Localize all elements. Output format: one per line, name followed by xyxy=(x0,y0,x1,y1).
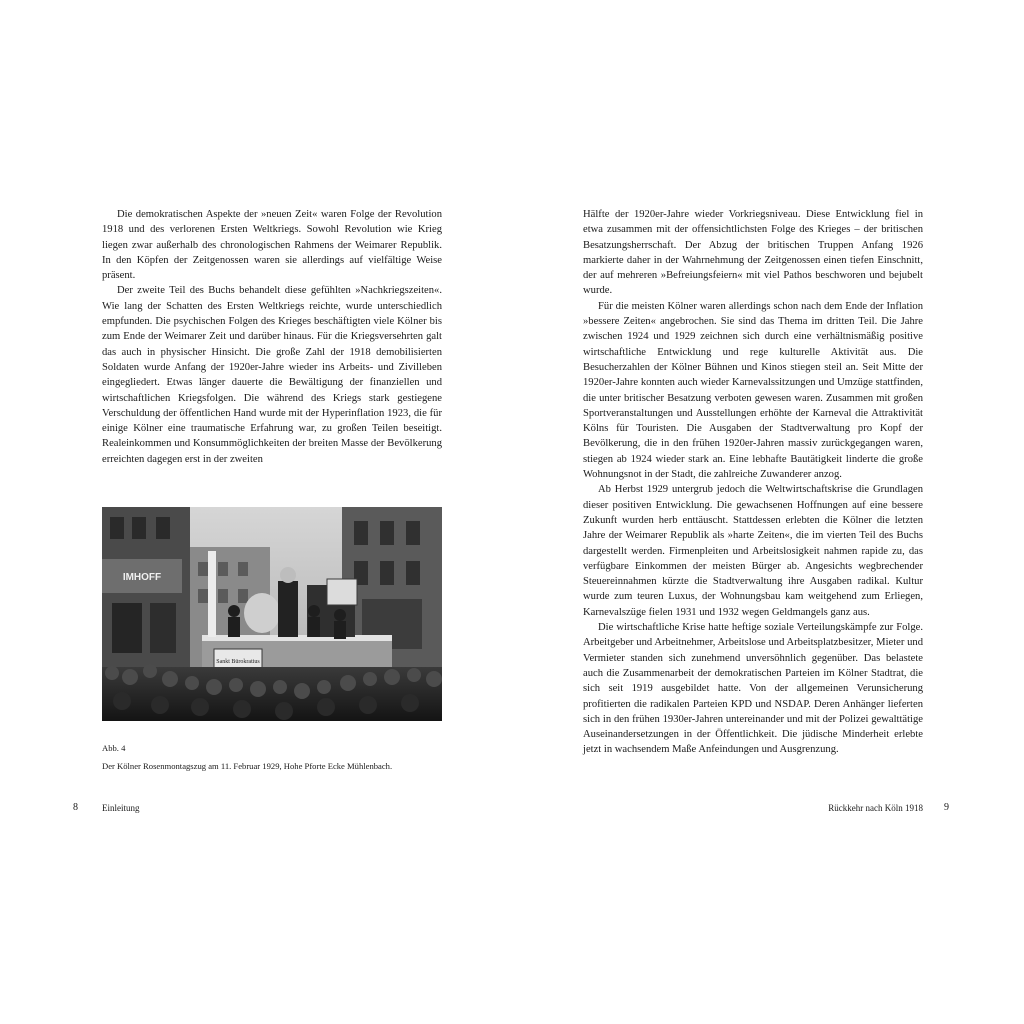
carnival-parade-photo xyxy=(102,507,442,721)
running-head-right: Rückkehr nach Köln 1918 xyxy=(828,803,923,813)
page-number-right: 9 xyxy=(944,802,949,813)
paragraph: Die wirtschaftliche Krise hatte heftige soziale Verteilungskämpfe zur Folge. Arbeitgeber und Arbeitnehmer, Arbeitslose und Arbeitsplatzbesitzer, Mieter und Vermieter standen sich zunehmend unversöhnlich gegenüber. Das belastete auch die Zusammenarbeit der demokratischen Parteien im Kölner Stadtrat, die sich seit 1919 ausgebildet hatte. Von der allgemeinen Verunsicherung profitierten die radikalen Parteien KPD und NSDAP. Deren Anhänger lieferten sich in den frühen 1930er-Jahren untereinander und mit der Polizei gewalttätige Auseinandersetzungen in der Öffentlichkeit. Die jüdische Minderheit erlebte jetzt in wachsendem Maße Anfeindungen und Ausgrenzung. xyxy=(583,622,923,756)
photo-float-text: Sankt Bürokratius xyxy=(216,659,260,665)
figure-caption: Der Kölner Rosenmontagszug am 11. Februar 1929, Hohe Pforte Ecke Mühlenbach. xyxy=(102,761,393,771)
page-number-left: 8 xyxy=(73,802,78,813)
left-page-body-text xyxy=(102,207,442,467)
paragraph: Die demokratischen Aspekte der »neuen Zeit« waren Folge der Revolution 1918 und des verlorenen Ersten Weltkriegs. Sowohl Revolution wie Krieg liegen zwar außerhalb des chronologischen Rahmens der Weimarer Republik. In den Köpfen der Zeitgenossen waren sie allerdings auf vielfältige Weise präsent. xyxy=(102,209,442,282)
paragraph: Für die meisten Kölner waren allerdings schon nach dem Ende der Inflation »bessere Zeiten« angebrochen. Sie sind das Thema im dritten Teil. Die Jahre zwischen 1924 und 1929 zeichnen sich durch eine verhältnismäßig positive wirtschaftliche Entwicklung und rege kulturelle Aktivität aus. Die Besucherzahlen der Kölner Bühnen und Kinos stiegen steil an. Seit Mitte der 1920er-Jahre konnten auch wieder Karnevalssitzungen und Umzüge stattfinden, die unter britischer Besatzung verboten gewesen waren. Zusammen mit großen Sportveranstaltungen und Ausstellungen erhöhte der Karneval die Attraktivität Kölns für Touristen. Die Ausgaben der Stadtverwaltung pro Kopf der Bevölkerung, die in den frühen 1920er-Jahren massiv zurückgegangen waren, stiegen ab 1924 wieder stark an. Eine lebhafte Bautätigkeit linderte die große Wohnungsnot in der Stadt, die zahlreiche Zuwanderer anzog. xyxy=(583,300,923,481)
paragraph: Hälfte der 1920er-Jahre wieder Vorkriegsniveau. Diese Entwicklung fiel in etwa zusammen mit der offensichtlichsten Folge des Krieges – der britischen Besatzungsherrschaft. Der Abzug der britischen Truppen Anfang 1926 markierte daher in der Wahrnehmung der Zeitgenossen einen tiefen Einschnitt, der auf mehreren »Befreiungsfeiern« mit viel Pathos beschworen und bejubelt wurde. xyxy=(583,209,923,297)
figure-label: Abb. 4 xyxy=(102,743,126,753)
paragraph: Ab Herbst 1929 untergrub jedoch die Weltwirtschaftskrise die Grundlagen dieser positiven Entwicklung. Die gewachsenen Hoffnungen auf eine bessere Zukunft wurden herb enttäuscht. Stattdessen erlebten die Kölner die letzten Jahre der Weimarer Republik als »harte Zeiten«, die im vierten Teil des Buchs dargestellt werden. Firmenpleiten und Arbeitslosigkeit nahmen rapide zu, das verfügbare Einkommen der meisten Bürger ab. Angesichts wegbrechender Steuereinnahmen kürzte die Stadtverwaltung ihre Ausgaben radikal. Kultur wurde zum teuren Luxus, der Wohnungsbau kam weitgehend zum Erliegen, Karnevalszüge fielen 1931 und 1932 wegen Geldmangels ganz aus. xyxy=(583,484,923,618)
photo-sign-text: IMHOFF xyxy=(122,572,162,583)
paragraph: Der zweite Teil des Buchs behandelt diese gefühlten »Nachkriegszeiten«. Wie lang der Schatten des Ersten Weltkriegs reichte, wurde unterschiedlich empfunden. Die psychischen Folgen des Krieges beschäftigten viele Kölner bis zum Ende der Weimarer Zeit und darüber hinaus. Für die Kriegsversehrten galt das auch in physischer Hinsicht. Die große Zahl der 1918 demobilisierten Soldaten wurde Anfang der 1920er-Jahre wieder ins Arbeits- und Zivilleben eingegliedert. Etwas länger dauerte die Bewältigung der finanziellen und wirtschaftlichen Kriegsfolgen. Die während des Kriegs stark gestiegene Verschuldung der öffentlichen Hand wurde mit der Hyperinflation 1923, die für einige Kölner eine traumatische Erfahrung war, zu großen Teilen beseitigt. Realeinkommen und Konsummöglichkeiten der breiten Masse der Bevölkerung erreichten dagegen erst in der zweiten xyxy=(102,285,442,465)
right-page-body-text xyxy=(583,207,923,758)
running-head-left: Einleitung xyxy=(102,803,140,813)
